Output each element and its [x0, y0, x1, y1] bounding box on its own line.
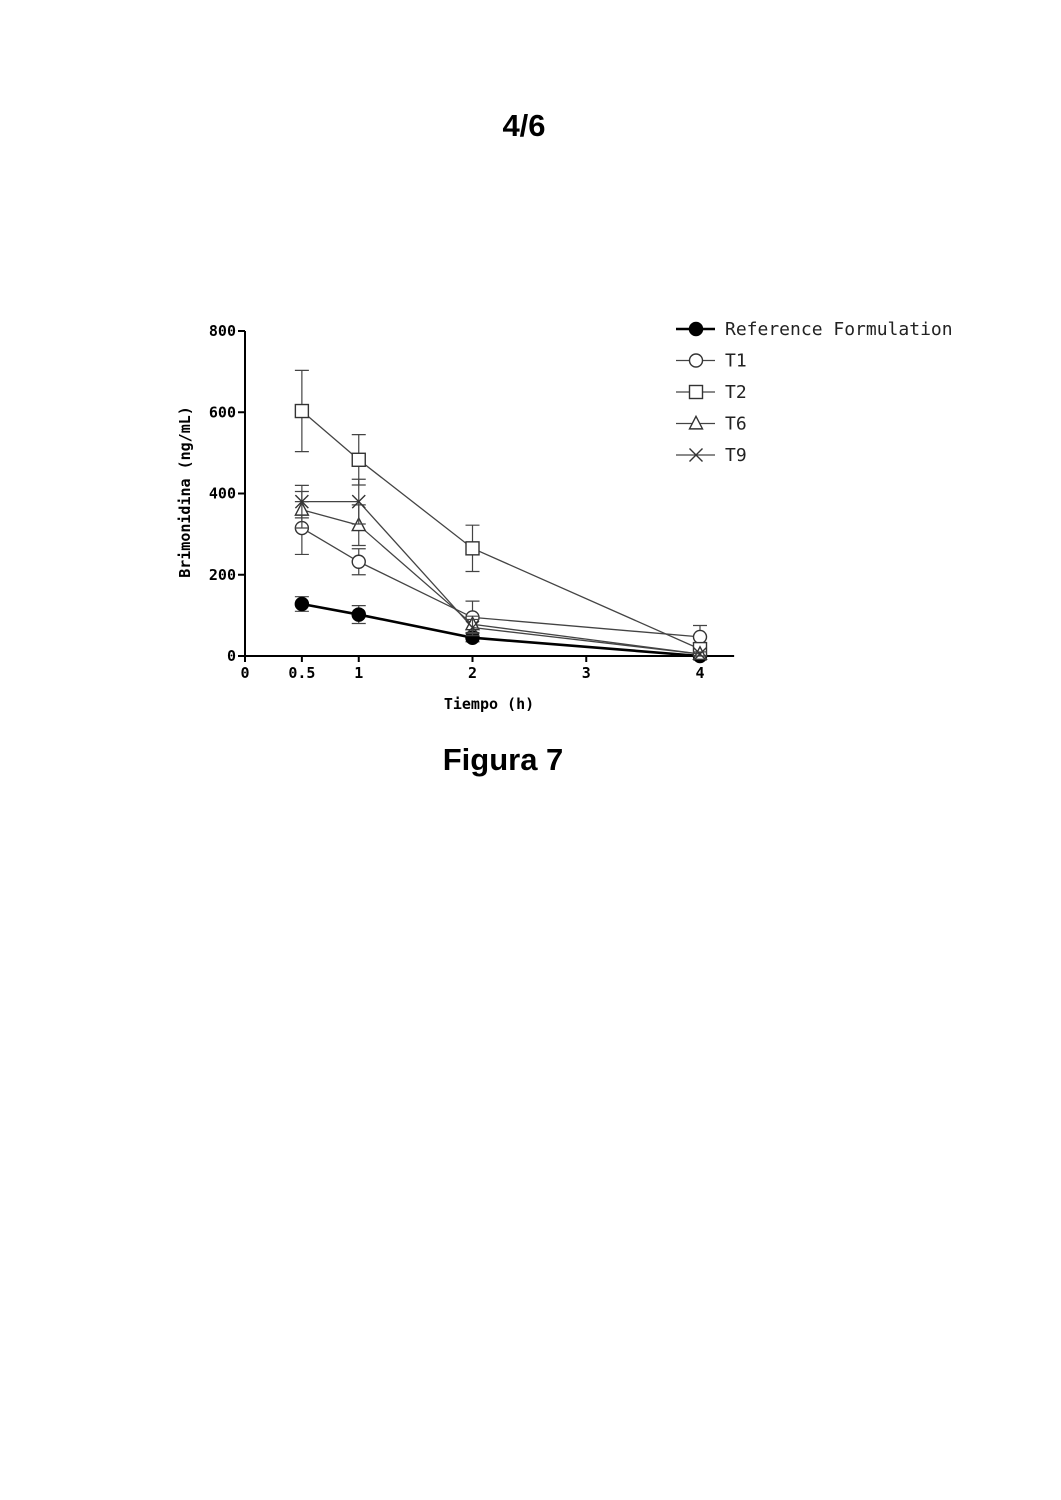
- data-point: [466, 542, 479, 555]
- page-number: 4/6: [502, 108, 546, 143]
- legend-item: [676, 382, 747, 403]
- y-axis-title: Brimonidina (ng/mL): [176, 406, 194, 578]
- data-point: [295, 598, 308, 611]
- legend-marker: [690, 354, 703, 367]
- y-tick-label: 0: [226, 647, 236, 665]
- data-point: [694, 630, 707, 643]
- x-tick-label: 0: [240, 664, 250, 682]
- series-t9: [295, 479, 707, 660]
- series-reference-formulation: [295, 597, 707, 663]
- legend-marker: [690, 386, 703, 399]
- figure-caption: Figura 7: [442, 742, 564, 777]
- y-tick-label: 400: [208, 484, 236, 503]
- x-tick-label: 1: [354, 664, 364, 682]
- x-tick-label: 4: [695, 664, 705, 682]
- legend-label: T2: [725, 382, 747, 403]
- y-tick-label: 600: [208, 403, 236, 422]
- legend-item: [676, 351, 747, 372]
- legend-item: [676, 414, 747, 435]
- legend-label: T6: [725, 413, 747, 435]
- data-point: [352, 608, 365, 621]
- series-group: [295, 370, 707, 662]
- x-tick-label: 0.5: [288, 664, 316, 682]
- x-tick-label: 2: [467, 664, 478, 682]
- legend-label: T1: [725, 350, 747, 372]
- x-axis-title: Tiempo (h): [443, 695, 535, 713]
- data-point: [352, 555, 365, 568]
- y-tick-label: 800: [208, 322, 236, 340]
- legend-label: Reference Formulation: [725, 319, 953, 340]
- legend-marker: [690, 323, 703, 336]
- legend-item: [676, 445, 747, 466]
- legend-label: T9: [725, 445, 747, 466]
- legend-marker: [690, 416, 703, 429]
- series-t6: [295, 491, 707, 659]
- legend-item: [676, 319, 953, 340]
- brimonidina-concentration-chart: [0, 0, 1061, 740]
- data-point: [295, 405, 308, 418]
- legend: [676, 319, 953, 466]
- x-tick-label: 3: [581, 664, 591, 682]
- data-point: [352, 453, 365, 466]
- y-tick-label: 200: [208, 565, 236, 584]
